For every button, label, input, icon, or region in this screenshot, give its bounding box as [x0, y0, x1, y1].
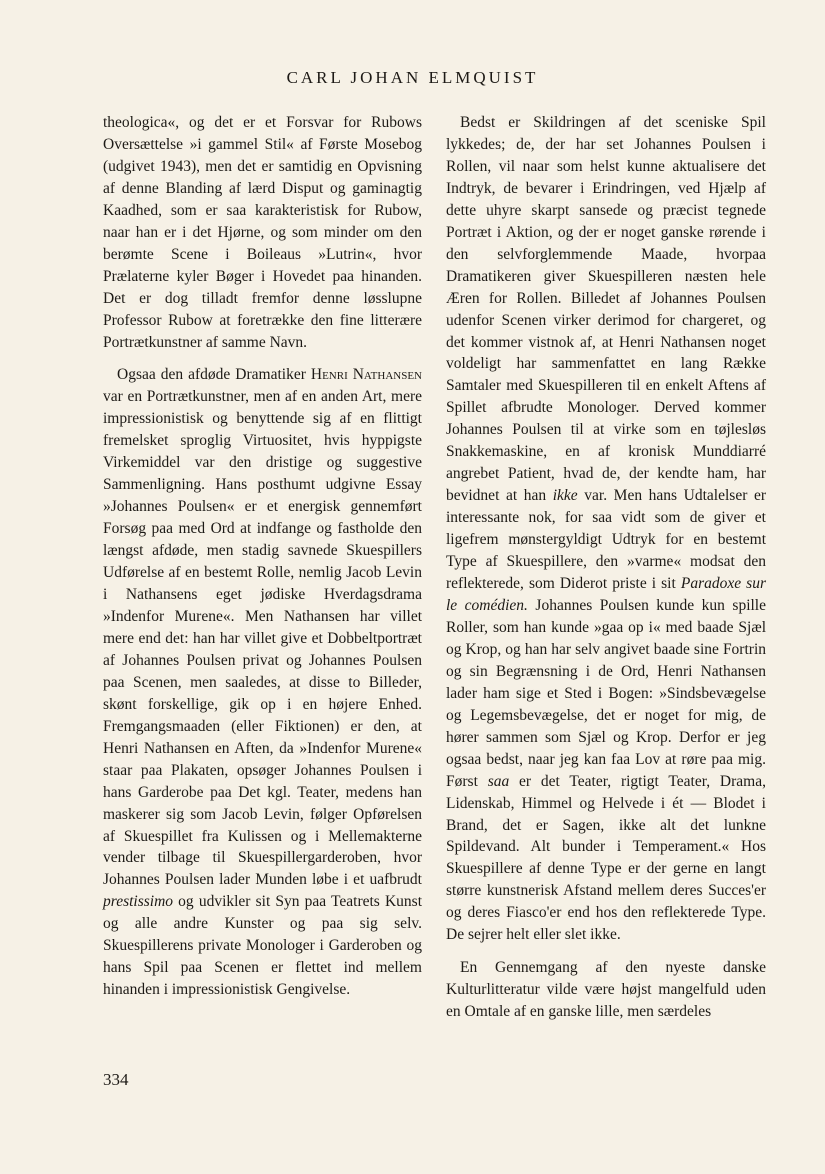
page-number: 334: [103, 1070, 129, 1089]
text-run: var en Portrætkunstner, men af en anden Art, mere impressionistisk og benyttende sig af en flittigt fremelsket sproglig Virtuositet, hvis hyppigste Virkemiddel var den dristige og suggestive Sammenligning. Hans posthumt udgivne Essay »Johannes Poulsen« er et energisk gennemført Forsøg paa med Ord at indfange og fastholde den længst afdøde, men stadig savnede Skuespillers Udførelse af en bestemt Rolle, nemlig Jacob Levin i Nathansens eget jødiske Hverdagsdrama »Indenfor Murene«. Men Nathansen har villet mere end det: han har villet give et Dobbeltportræt af Johannes Poulsen privat og Johannes Poulsen paa Scenen, men saaledes, at disse to Billeder, skønt forskellige, gik op i en højere Enhed. Fremgangsmaaden (eller Fiktionen) er den, at Henri Nathansen en Aften, da »Indenfor Murene« staar paa Plakaten, opsøger Johannes Poulsen i hans Garderobe paa Det kgl. Teater, medens han maskerer sig som Jacob Levin, følger Opførelsen af Skuespillet fra Kulissen og i Mellemakterne vender tilbage til Skuespillergarderoben, hvor Johannes Poulsen lader Munden løbe i et uafbrudt: [103, 388, 422, 889]
text-run: var. Men hans Udtalelser er interessante nok, for saa vidt som de giver et ligefrem mønstergyldigt Udtryk for en bestemt Type af Skuespillere, den »varme« modsat den reflekterede, som Diderot priste i sit: [446, 487, 766, 593]
text-run: Johannes Poulsen kunde kun spille Roller, som han kunde »gaa op i« med baade Sjæl og Krop, og han har selv angivet baade sine Fortrin og sin Begrænsning i de Ord, Henri Nathansen lader ham sige et Sted i Bogen: »Sindsbevægelse og Legemsbevægelse, det er noget for mig, de hører sammen som Sjæl og Krop. Derfor er jeg ogsaa bedst, naar jeg kan faa Lov at røre paa mig. Først: [446, 596, 766, 790]
running-head: CARL JOHAN ELMQUIST: [286, 68, 539, 87]
paragraph: [103, 364, 422, 1001]
italic-term: prestissimo: [103, 893, 174, 911]
paragraph: theologica«, og det er et Forsvar for Rubows Oversættelse »i gammel Stil« af Første Mosebog (udgivet 1943), men det er samtidig en Opvisning af denne Blanding af lærd Disput og gaminagtig Kaadhed, som er saa karakteristisk for Rubow, naar han er i det Hjørne, og som minder om den berømte Scene i Boileaus »Lutrin«, hvor Prælaterne kyler Bøger i Hovedet paa hinanden. Det er dog tilladt fremfor denne løsslupne Professor Rubow at foretrække den fine litterære Portrætkunstner af samme Navn.: [103, 114, 422, 351]
paragraph: [446, 112, 766, 946]
paragraph: En Gennemgang af den nyeste danske Kulturlitteratur vilde være højst mangelfuld uden en Omtale af en ganske lille, men særdeles: [446, 959, 766, 1021]
italic-title: Paradoxe sur le comédien.: [446, 575, 766, 614]
italic-term: ikke: [552, 487, 578, 505]
italic-term: saa: [487, 772, 510, 790]
right-column: [446, 112, 766, 1023]
text-run: Bedst er Skildringen af det sceniske Spil lykkedes; de, der har set Johannes Poulsen i Rollen, vil naar som helst kunne aktualisere det Indtryk, de bevarer i Erindringen, ved Hjælp af dette uhyre skarpt sansede og præcist tegnede Portræt i Aktion, og der er noget ganske rørende i den selvforglemmende Maade, hvorpaa Dramatikeren giver Skuespilleren næsten hele Æren for Rollen. Billedet af Johannes Poulsen udenfor Scenen virker derimod for chargeret, og det kommer vistnok af, at Henri Nathansen noget voldeligt har sammenfattet en lang Række Samtaler med Skuespilleren til en enkelt Aftens af Spillet afbrudte Monologer. Derved kommer Johannes Poulsen til at virke som en tøjlesløs Snakkemaskine, en af kronisk Munddiarré angrebet Patient, hvad de, der kendte ham, har bevidnet at han: [446, 114, 766, 505]
text-run: er det Teater, rigtigt Teater, Drama, Lidenskab, Himmel og Helvede i ét — Blodet i Brand, det er Sagen, ikke alt det lunkne Spildevand. Alt bunder i Temperament.« Hos Skuespillere af denne Type er der gerne en langt større kunstnerisk Afstand mellem deres Succes'er og deres Fiasco'er end hos den reflekterede Type. De sejrer helt eller slet ikke.: [446, 772, 766, 944]
left-column: [103, 112, 422, 1001]
author-name: Henri Nathansen: [310, 366, 422, 384]
text-run: Ogsaa den afdøde Dramatiker: [117, 366, 311, 384]
text-run: og udvikler sit Syn paa Teatrets Kunst og alle andre Kunster og paa sig selv. Skuespillerens private Monologer i Garderoben og hans Spil paa Scenen er flettet ind mellem hinanden i impressionistisk Gengivelse.: [103, 893, 422, 999]
